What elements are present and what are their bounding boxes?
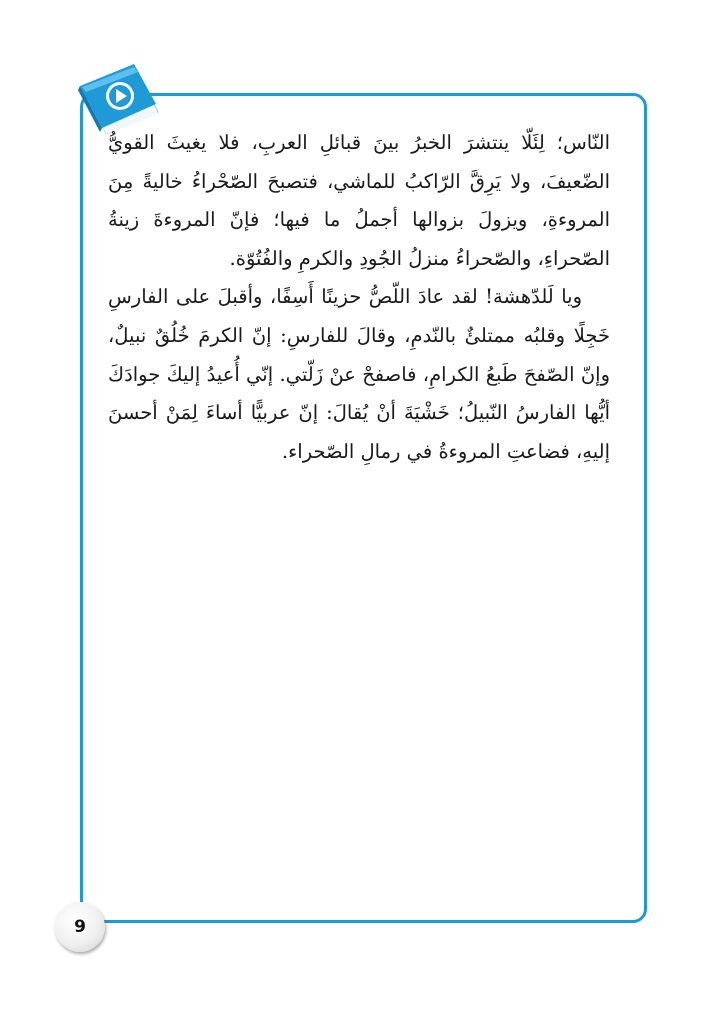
paragraph: النّاس؛ لِئَلّا ينتشرَ الخبرُ بينَ قبائلِ العربِ، فلا يغيثَ القويُّ الضّعيفَ، ولا يَرِقَّ الرّاكبُ للماشي، فتصبحَ الصّحْراءُ خاليةً مِنَ المروءةِ، ويزولَ بزوالها أجملُ ما فيها؛ فإنّ المروءةَ زينةُ الصّحراءِ، والصّحراءُ منزلُ الجُودِ والكرمِ والفُتُوّة.	[108, 131, 610, 270]
story-text	[108, 124, 610, 471]
paragraph: ويا لَلدّهشة! لقد عادَ اللّصُّ حزينًا أَسِفًا، وأقبلَ على الفارسِ خَجِلًا وقلبُه ممتلئٌ بالنّدمِ، وقالَ للفارسِ: إنّ الكرمَ خُلُقٌ نبيلٌ، وإنّ الصّفحَ طَبعُ الكرامِ، فاصفحْ عنْ زَلّتي. إنّي أُعيدُ إليكَ جوادَكَ أيُّها الفارسُ النّبيلُ؛ خَشْيَةَ أنْ يُقالَ: إنّ عربيًّا أساءَ لِمَنْ أحسنَ إليهِ، فضاعتِ المروءةُ في رمالِ الصّحراء.	[108, 285, 610, 463]
page-number: 9	[55, 902, 105, 952]
